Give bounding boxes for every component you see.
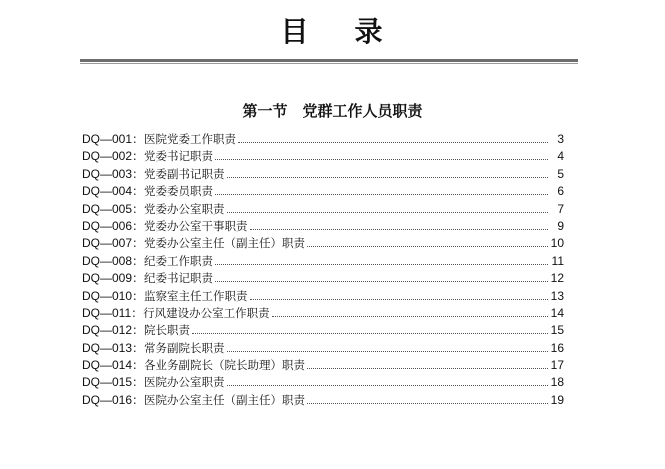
toc-entry[interactable] [82, 392, 564, 409]
page-title [0, 10, 665, 50]
entry-label: 院长职责 [144, 323, 191, 338]
toc-entry[interactable] [82, 183, 564, 200]
entry-code: DQ—010 [82, 288, 133, 303]
entry-code: DQ—012 [82, 323, 133, 338]
entry-page: 7 [557, 201, 564, 216]
dot-leader [227, 166, 548, 178]
toc-entry[interactable] [82, 322, 564, 339]
entry-label: 纪委书记职责 [144, 271, 214, 286]
entry-label: 党委副书记职责 [144, 166, 225, 181]
dot-leader [250, 218, 548, 230]
entry-code: DQ—015 [82, 375, 133, 390]
toc-list [82, 131, 564, 409]
entry-page: 19 [550, 392, 564, 407]
entry-page: 10 [550, 236, 564, 251]
entry-separator: ： [132, 340, 145, 355]
entry-label: 医院党委工作职责 [144, 132, 237, 146]
dot-leader [227, 374, 548, 386]
entry-page: 12 [550, 271, 564, 286]
entry-page: 11 [551, 253, 564, 268]
title-char-2: 录 [354, 16, 385, 47]
dot-leader [238, 131, 548, 143]
entry-separator: ： [132, 132, 145, 146]
entry-separator: ： [132, 323, 145, 338]
entry-label: 党委办公室主任（副主任）职责 [144, 236, 306, 251]
entry-label: 医院办公室职责 [144, 375, 225, 390]
entry-page: 3 [557, 132, 564, 146]
toc-entry[interactable] [82, 253, 564, 270]
entry-page: 6 [557, 184, 564, 199]
entry-separator: ： [132, 253, 145, 268]
entry-separator: ： [132, 166, 145, 181]
entry-label: 纪委工作职责 [144, 253, 214, 268]
title-divider [80, 59, 578, 62]
entry-label: 党委委员职责 [144, 184, 214, 199]
section-heading: 第一节 党群工作人员职责 [242, 102, 423, 120]
toc-entry[interactable] [82, 374, 564, 391]
entry-page: 14 [550, 305, 564, 320]
toc-entry[interactable] [82, 288, 564, 305]
toc-entry[interactable] [82, 218, 564, 235]
entry-label: 党委办公室职责 [144, 201, 225, 216]
dot-leader [307, 357, 548, 369]
entry-label: 党委办公室干事职责 [144, 218, 248, 233]
toc-entry[interactable] [82, 340, 564, 357]
entry-code: DQ—014 [82, 358, 133, 373]
entry-separator: ： [132, 201, 145, 216]
entry-code: DQ—016 [82, 392, 133, 407]
entry-label: 各业务副院长（院长助理）职责 [144, 358, 306, 373]
title-char-1: 目 [280, 16, 311, 47]
entry-separator: ： [132, 375, 145, 390]
entry-page: 16 [550, 340, 564, 355]
toc-entry[interactable] [82, 305, 564, 322]
entry-code: DQ—001 [82, 132, 133, 146]
entry-separator: ： [132, 184, 145, 199]
dot-leader [192, 322, 548, 334]
entry-code: DQ—005 [82, 201, 133, 216]
entry-separator: ： [132, 218, 145, 233]
dot-leader [307, 392, 548, 404]
dot-leader [215, 183, 548, 195]
entry-page: 9 [557, 218, 564, 233]
toc-entry[interactable] [82, 166, 564, 183]
entry-separator: ： [132, 271, 145, 286]
entry-label: 医院办公室主任（副主任）职责 [144, 392, 306, 407]
entry-separator: ： [132, 358, 145, 373]
entry-separator: ： [132, 288, 145, 303]
toc-entry[interactable] [82, 131, 564, 148]
entry-page: 13 [550, 288, 564, 303]
toc-entry[interactable] [82, 235, 564, 252]
toc-entry[interactable] [82, 357, 564, 374]
entry-page: 5 [557, 166, 564, 181]
entry-separator: ： [132, 149, 145, 164]
entry-label: 党委书记职责 [144, 149, 214, 164]
dot-leader [272, 305, 548, 317]
entry-code: DQ—004 [82, 184, 133, 199]
entry-page: 15 [550, 323, 564, 338]
entry-code: DQ—003 [82, 166, 133, 181]
dot-leader [307, 235, 548, 247]
entry-code: DQ—007 [82, 236, 133, 251]
entry-separator: ： [132, 236, 145, 251]
entry-label: 行风建设办公室工作职责 [143, 305, 270, 320]
entry-page: 17 [550, 358, 564, 373]
dot-leader [250, 288, 548, 300]
entry-code: DQ—006 [82, 218, 133, 233]
title-divider-thin [80, 63, 578, 64]
entry-code: DQ—009 [82, 271, 133, 286]
entry-code: DQ—011 [82, 305, 132, 320]
toc-entry[interactable] [82, 201, 564, 218]
entry-code: DQ—002 [82, 149, 133, 164]
entry-code: DQ—008 [82, 253, 133, 268]
toc-entry[interactable] [82, 270, 564, 287]
entry-code: DQ—013 [82, 340, 133, 355]
dot-leader [215, 253, 548, 265]
entry-separator: ： [132, 392, 145, 407]
toc-entry[interactable] [82, 148, 564, 165]
dot-leader [215, 270, 548, 282]
dot-leader [227, 201, 548, 213]
entry-separator: ： [131, 305, 144, 320]
entry-page: 4 [557, 149, 564, 164]
entry-label: 常务副院长职责 [144, 340, 225, 355]
dot-leader [215, 148, 548, 160]
entry-page: 18 [550, 375, 564, 390]
dot-leader [227, 340, 548, 352]
entry-label: 监察室主任工作职责 [144, 288, 248, 303]
